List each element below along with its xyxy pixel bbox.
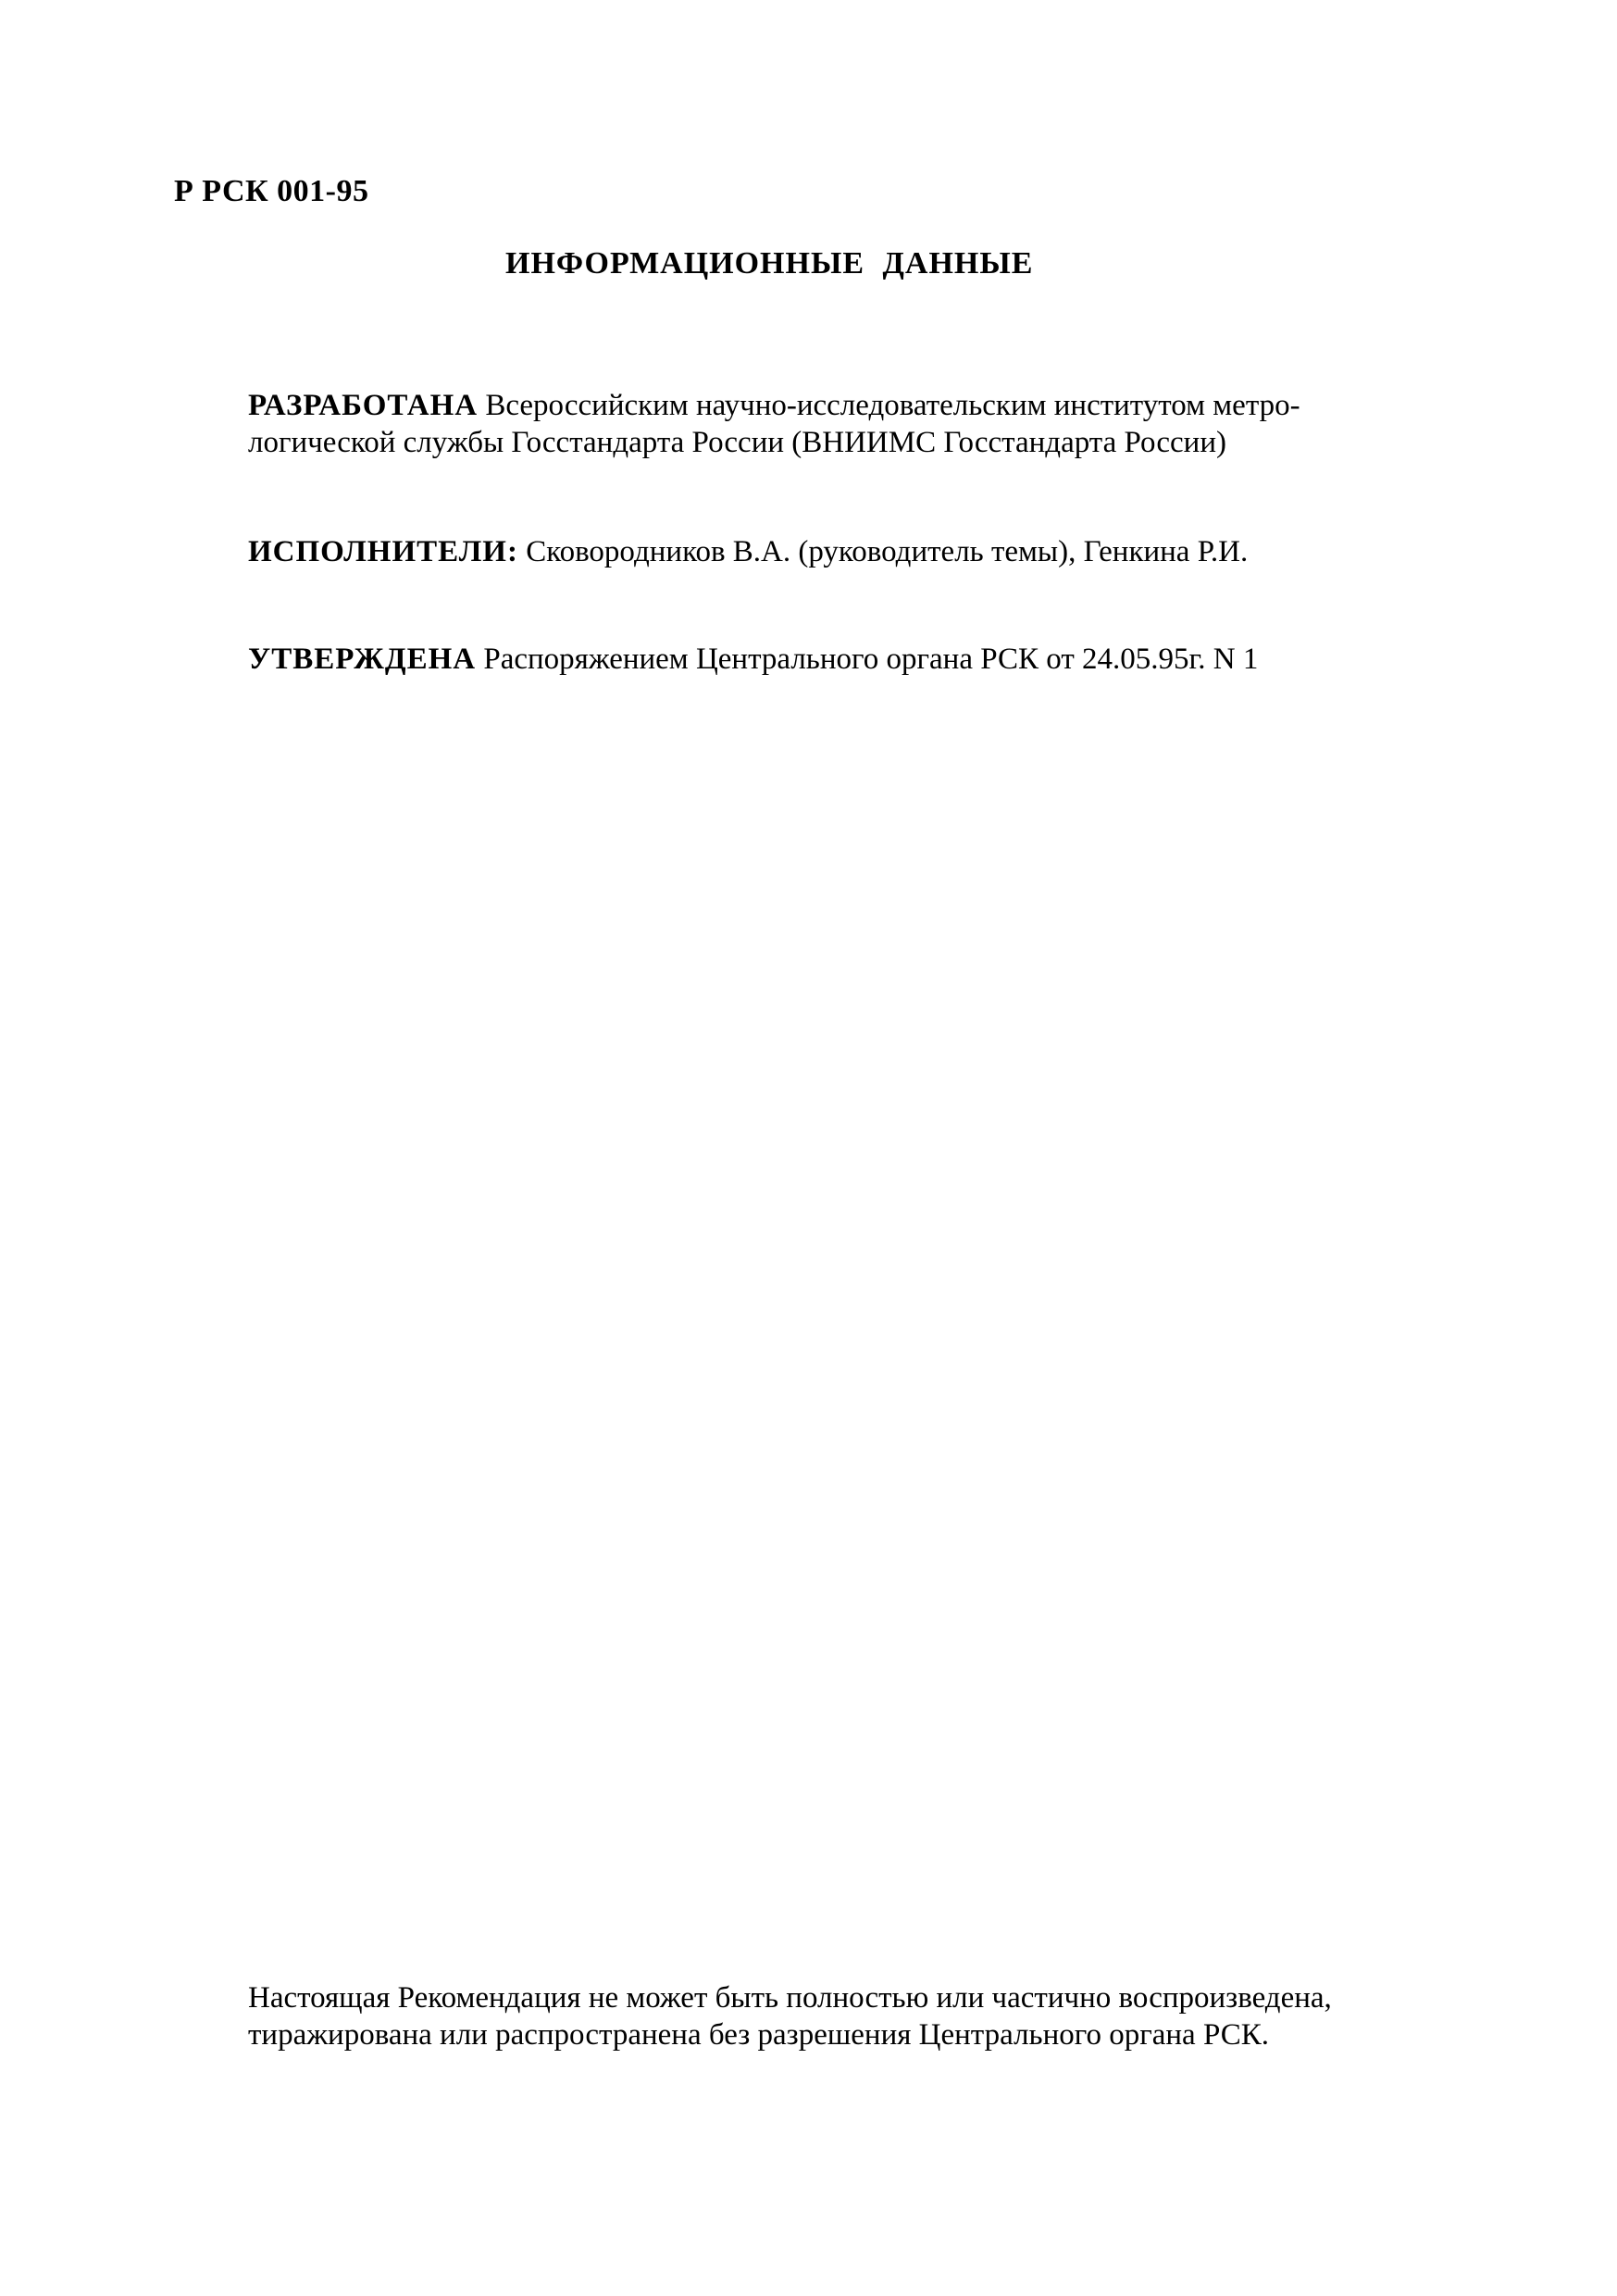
executors-label: ИСПОЛНИТЕЛИ: (248, 535, 518, 568)
developed-block (248, 387, 1479, 461)
notice-line-2: тиражирована или распространена без разрешения Центрального органа РСК. (248, 2018, 1269, 2052)
developed-text-1: Всероссийским научно-исследовательским институтом метро- (485, 389, 1300, 422)
approved-line (248, 641, 1479, 678)
approved-block (248, 641, 1479, 678)
executors-line (248, 533, 1479, 570)
document-heading: ИНФОРМАЦИОННЫЕ ДАННЫЕ (505, 246, 1034, 281)
approved-label: УТВЕРЖДЕНА (248, 643, 477, 676)
executors-block (248, 533, 1479, 570)
notice-line-1: Настоящая Рекомендация не может быть полностью или частично воспроизведена, (248, 1981, 1332, 2015)
copyright-notice (248, 1979, 1507, 2053)
developed-label: РАЗРАБОТАНА (248, 389, 479, 422)
executors-text: Сковородников В.А. (руководитель темы), Генкина Р.И. (526, 535, 1249, 568)
document-code: Р РСК 001-95 (174, 174, 369, 208)
approved-text: Распоряжением Центрального органа РСК от 24.05.95г. N 1 (483, 643, 1259, 676)
developed-text-2: логической службы Госстандарта России (ВНИИМС Госстандарта России) (248, 426, 1226, 459)
developed-line-1 (248, 387, 1479, 424)
